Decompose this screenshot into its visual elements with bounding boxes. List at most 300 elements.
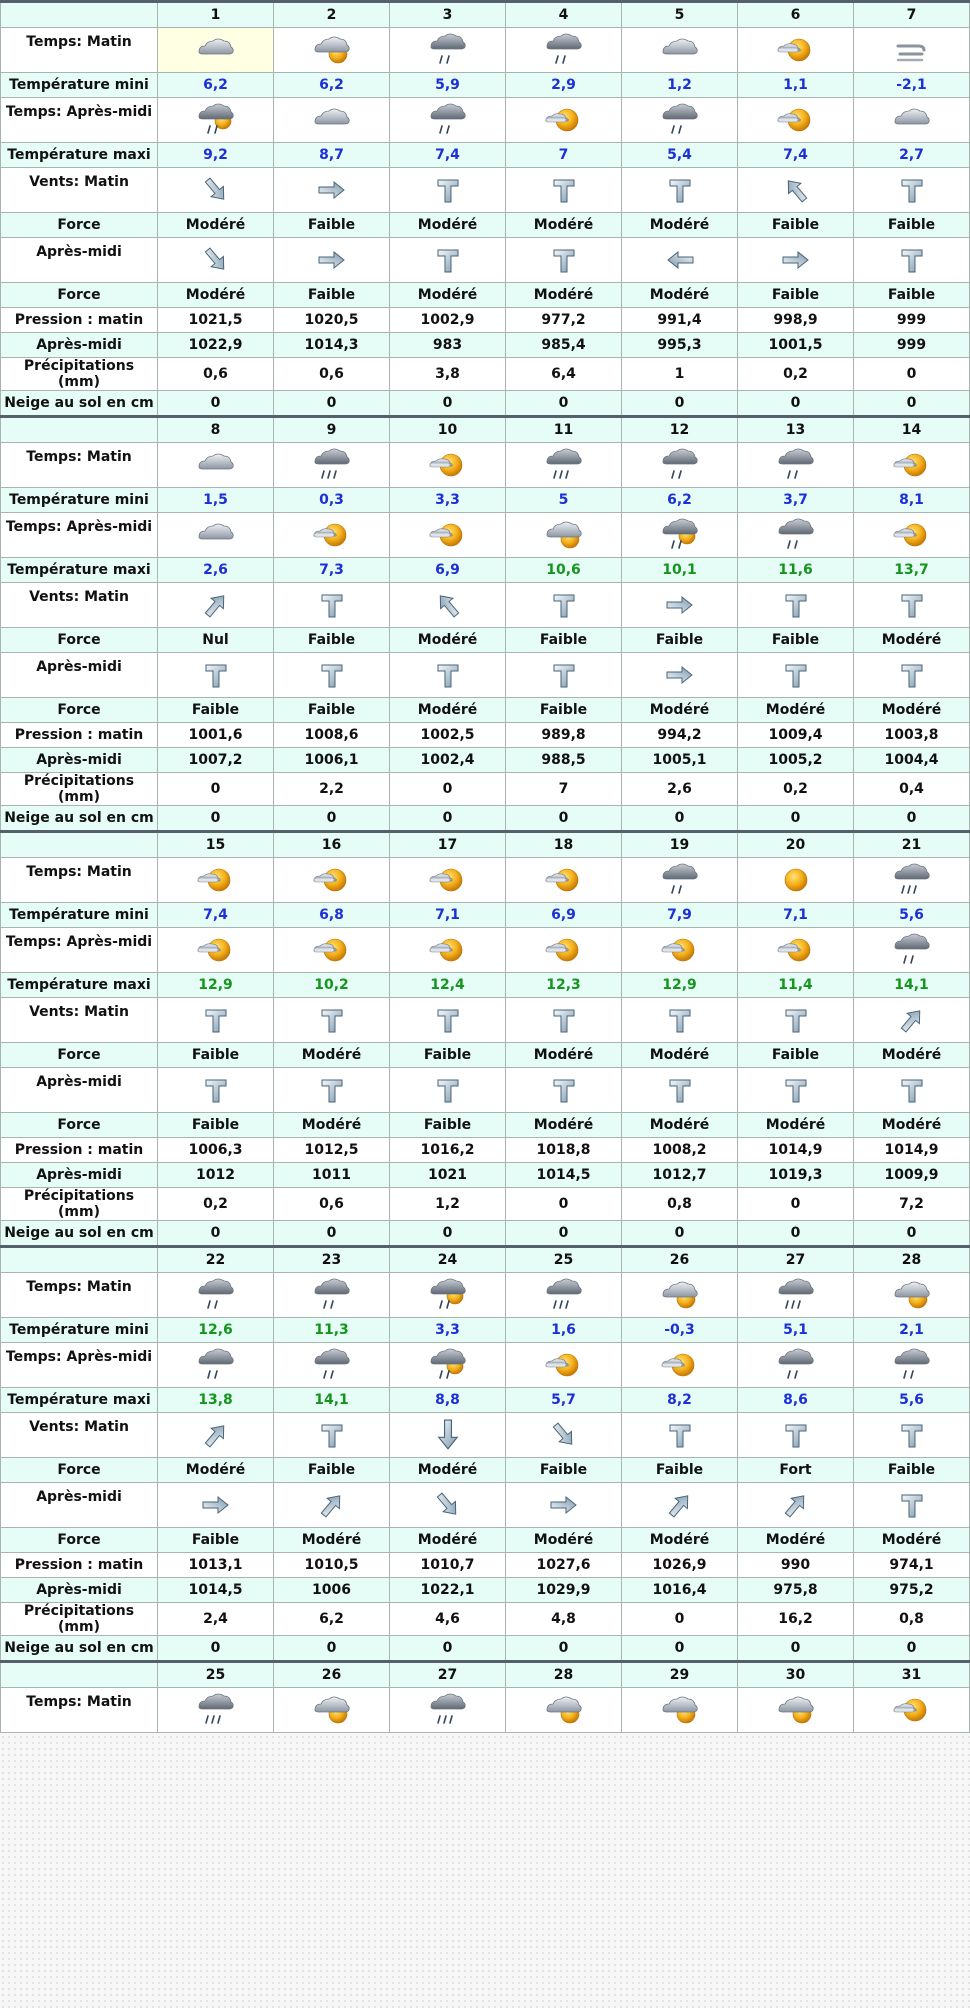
arrow-s-icon — [506, 583, 622, 628]
cell-temp-max: 8,2 — [622, 1388, 738, 1413]
day-header-row — [1, 832, 970, 858]
row-weather-morning — [1, 443, 970, 488]
row-pressure-morning — [1, 1553, 970, 1578]
row-label-empty — [1, 417, 158, 443]
cell-force-morning: Faible — [506, 1458, 622, 1483]
cell-force-afternoon: Modéré — [738, 698, 854, 723]
row-label-snow: Neige au sol en cm — [1, 806, 158, 832]
row-pressure-afternoon — [1, 333, 970, 358]
day-number: 26 — [274, 1662, 390, 1688]
cell-temp-min: 6,9 — [506, 903, 622, 928]
sun-cloud-icon — [158, 858, 274, 903]
cell-force-afternoon: Modéré — [274, 1528, 390, 1553]
row-label-weather-afternoon: Temps: Après-midi — [1, 928, 158, 973]
cell-pressure-afternoon: 975,2 — [854, 1578, 970, 1603]
row-label-temp-min: Température mini — [1, 1318, 158, 1343]
day-header-row — [1, 1662, 970, 1688]
arrow-s-icon — [738, 653, 854, 698]
sun-icon — [738, 858, 854, 903]
day-header-row — [1, 417, 970, 443]
cell-pressure-morning: 1014,9 — [854, 1138, 970, 1163]
cell-temp-min: 1,6 — [506, 1318, 622, 1343]
day-number: 4 — [506, 2, 622, 28]
arrow-e-icon — [274, 168, 390, 213]
cell-pressure-afternoon: 1006 — [274, 1578, 390, 1603]
cell-force-morning: Modéré — [622, 213, 738, 238]
row-label-wind-morning: Vents: Matin — [1, 168, 158, 213]
day-number: 28 — [854, 1247, 970, 1273]
cell-snow: 0 — [854, 1221, 970, 1247]
day-number: 17 — [390, 832, 506, 858]
cell-force-afternoon: Faible — [854, 283, 970, 308]
cell-snow: 0 — [738, 806, 854, 832]
sun-cloud-icon — [738, 28, 854, 73]
cell-snow: 0 — [854, 806, 970, 832]
cell-pressure-morning: 1027,6 — [506, 1553, 622, 1578]
row-force-afternoon — [1, 283, 970, 308]
cell-force-morning: Modéré — [390, 1458, 506, 1483]
row-label-afternoon: Après-midi — [1, 1068, 158, 1113]
cell-pressure-morning: 1018,8 — [506, 1138, 622, 1163]
cell-temp-max: 8,6 — [738, 1388, 854, 1413]
cell-snow: 0 — [390, 806, 506, 832]
cell-force-morning: Faible — [622, 628, 738, 653]
row-label-wind-morning: Vents: Matin — [1, 998, 158, 1043]
row-pressure-morning — [1, 723, 970, 748]
cell-snow: 0 — [506, 806, 622, 832]
cell-temp-max: 12,9 — [622, 973, 738, 998]
row-force-morning — [1, 1043, 970, 1068]
cell-snow: 0 — [622, 1221, 738, 1247]
row-label-empty — [1, 1247, 158, 1273]
row-label-weather-morning: Temps: Matin — [1, 28, 158, 73]
row-label-snow: Neige au sol en cm — [1, 391, 158, 417]
cell-pressure-afternoon: 1019,3 — [738, 1163, 854, 1188]
cell-snow: 0 — [738, 391, 854, 417]
arrow-ne-icon — [854, 998, 970, 1043]
arrow-s-icon — [854, 1483, 970, 1528]
cloud-icon — [274, 98, 390, 143]
heavy-rain-icon — [274, 443, 390, 488]
cell-pressure-morning: 998,9 — [738, 308, 854, 333]
rain-icon — [274, 1343, 390, 1388]
rain-sun-icon — [622, 513, 738, 558]
cell-force-morning: Modéré — [390, 628, 506, 653]
sun-cloud-icon — [506, 98, 622, 143]
cell-force-morning: Faible — [854, 213, 970, 238]
cell-pressure-morning: 991,4 — [622, 308, 738, 333]
row-label-temp-min: Température mini — [1, 903, 158, 928]
sun-cloud-icon — [738, 928, 854, 973]
cell-precip: 0 — [622, 1603, 738, 1636]
cell-temp-min: 3,7 — [738, 488, 854, 513]
cell-force-afternoon: Modéré — [506, 1528, 622, 1553]
cell-temp-min: 2,1 — [854, 1318, 970, 1343]
row-wind-afternoon — [1, 238, 970, 283]
cell-precip: 7,2 — [854, 1188, 970, 1221]
arrow-s-icon — [622, 1413, 738, 1458]
arrow-s-icon — [390, 653, 506, 698]
day-number: 11 — [506, 417, 622, 443]
cell-temp-min: 7,4 — [158, 903, 274, 928]
heavy-rain-icon — [854, 858, 970, 903]
arrow-ne-icon — [738, 1483, 854, 1528]
arrow-s-icon — [274, 1413, 390, 1458]
cell-snow: 0 — [506, 391, 622, 417]
row-weather-afternoon — [1, 513, 970, 558]
cell-snow: 0 — [622, 1636, 738, 1662]
heavy-rain-icon — [506, 1273, 622, 1318]
cell-snow: 0 — [390, 1221, 506, 1247]
rain-icon — [738, 1343, 854, 1388]
arrow-s-icon — [506, 653, 622, 698]
row-pressure-afternoon — [1, 1578, 970, 1603]
rain-icon — [738, 443, 854, 488]
cell-pressure-morning: 999 — [854, 308, 970, 333]
row-wind-afternoon — [1, 653, 970, 698]
cell-pressure-morning: 1001,6 — [158, 723, 274, 748]
row-label-wind-morning: Vents: Matin — [1, 1413, 158, 1458]
cell-force-afternoon: Modéré — [854, 1113, 970, 1138]
arrow-e-icon — [158, 1483, 274, 1528]
cell-temp-max: 5,6 — [854, 1388, 970, 1413]
cell-pressure-afternoon: 1011 — [274, 1163, 390, 1188]
cell-snow: 0 — [390, 391, 506, 417]
arrow-se-icon — [506, 1413, 622, 1458]
arrow-s-icon — [390, 168, 506, 213]
row-force-morning — [1, 1458, 970, 1483]
row-pressure-morning — [1, 1138, 970, 1163]
cell-force-morning: Faible — [854, 1458, 970, 1483]
row-label-afternoon: Après-midi — [1, 1578, 158, 1603]
cell-precip: 0,6 — [274, 358, 390, 391]
cell-force-afternoon: Modéré — [854, 698, 970, 723]
cell-force-afternoon: Modéré — [390, 698, 506, 723]
cell-temp-max: 7,3 — [274, 558, 390, 583]
day-number: 3 — [390, 2, 506, 28]
arrow-s-icon — [854, 583, 970, 628]
cell-force-morning: Modéré — [158, 213, 274, 238]
rain-icon — [506, 28, 622, 73]
sun-cloud-icon — [622, 928, 738, 973]
cell-force-morning: Faible — [158, 1043, 274, 1068]
rain-icon — [854, 1343, 970, 1388]
cell-force-morning: Modéré — [622, 1043, 738, 1068]
cell-pressure-morning: 1008,6 — [274, 723, 390, 748]
cell-precip: 4,6 — [390, 1603, 506, 1636]
heavy-rain-icon — [506, 443, 622, 488]
cell-precip: 3,8 — [390, 358, 506, 391]
rain-icon — [622, 858, 738, 903]
arrow-s-icon — [274, 583, 390, 628]
row-label-afternoon: Après-midi — [1, 333, 158, 358]
arrow-s-icon — [274, 998, 390, 1043]
cell-pressure-morning: 1002,9 — [390, 308, 506, 333]
day-number: 1 — [158, 2, 274, 28]
cell-temp-max: 14,1 — [274, 1388, 390, 1413]
row-weather-afternoon — [1, 1343, 970, 1388]
row-wind-morning — [1, 998, 970, 1043]
cell-snow: 0 — [738, 1221, 854, 1247]
cell-temp-min: 0,3 — [274, 488, 390, 513]
cell-snow: 0 — [622, 391, 738, 417]
day-number: 27 — [738, 1247, 854, 1273]
cloud-icon — [622, 28, 738, 73]
row-wind-morning — [1, 168, 970, 213]
row-weather-afternoon — [1, 98, 970, 143]
row-label-precip: Précipitations (mm) — [1, 773, 158, 806]
rain-icon — [390, 98, 506, 143]
sun-cloud-icon — [506, 928, 622, 973]
arrow-s-icon — [738, 583, 854, 628]
row-temp-max — [1, 143, 970, 168]
cell-precip: 1,2 — [390, 1188, 506, 1221]
cell-force-afternoon: Faible — [158, 698, 274, 723]
arrow-ne-icon — [622, 1483, 738, 1528]
cell-temp-max: 11,4 — [738, 973, 854, 998]
cell-temp-max: 13,8 — [158, 1388, 274, 1413]
cell-force-afternoon: Modéré — [274, 1113, 390, 1138]
row-temp-min — [1, 903, 970, 928]
cell-pressure-afternoon: 1012 — [158, 1163, 274, 1188]
row-label-weather-afternoon: Temps: Après-midi — [1, 513, 158, 558]
row-label-pressure-morning: Pression : matin — [1, 1138, 158, 1163]
arrow-s-icon — [506, 168, 622, 213]
cell-pressure-morning: 1009,4 — [738, 723, 854, 748]
cell-pressure-afternoon: 1001,5 — [738, 333, 854, 358]
row-precip — [1, 358, 970, 391]
cell-pressure-morning: 1006,3 — [158, 1138, 274, 1163]
arrow-s-icon — [738, 1413, 854, 1458]
cell-force-afternoon: Modéré — [622, 1113, 738, 1138]
row-temp-max — [1, 558, 970, 583]
row-label-precip: Précipitations (mm) — [1, 358, 158, 391]
cell-force-afternoon: Modéré — [622, 698, 738, 723]
cell-precip: 1 — [622, 358, 738, 391]
cell-force-morning: Faible — [738, 213, 854, 238]
cell-temp-max: 7 — [506, 143, 622, 168]
row-label-weather-morning: Temps: Matin — [1, 1273, 158, 1318]
day-number: 25 — [506, 1247, 622, 1273]
arrow-ne-icon — [158, 583, 274, 628]
row-label-temp-max: Température maxi — [1, 973, 158, 998]
arrow-s-icon — [854, 1068, 970, 1113]
arrow-s-icon — [158, 653, 274, 698]
sun-cloud-icon — [274, 858, 390, 903]
cell-precip: 2,4 — [158, 1603, 274, 1636]
cell-temp-min: 6,2 — [274, 73, 390, 98]
cell-temp-min: 6,2 — [158, 73, 274, 98]
day-number: 31 — [854, 1662, 970, 1688]
day-number: 22 — [158, 1247, 274, 1273]
cell-pressure-afternoon: 983 — [390, 333, 506, 358]
arrow-s-icon — [622, 1068, 738, 1113]
cell-temp-max: 12,3 — [506, 973, 622, 998]
row-label-snow: Neige au sol en cm — [1, 1221, 158, 1247]
cell-temp-min: -0,3 — [622, 1318, 738, 1343]
arrow-e-icon — [622, 653, 738, 698]
cell-snow: 0 — [390, 1636, 506, 1662]
row-wind-morning — [1, 583, 970, 628]
cell-force-afternoon: Modéré — [158, 283, 274, 308]
day-number: 13 — [738, 417, 854, 443]
row-precip — [1, 1603, 970, 1636]
cell-precip: 6,2 — [274, 1603, 390, 1636]
cloud-icon — [158, 443, 274, 488]
arrow-s-icon — [390, 998, 506, 1043]
row-label-snow: Neige au sol en cm — [1, 1636, 158, 1662]
cell-force-morning: Fort — [738, 1458, 854, 1483]
cell-force-afternoon: Faible — [158, 1113, 274, 1138]
cell-force-morning: Faible — [738, 1043, 854, 1068]
cell-snow: 0 — [622, 806, 738, 832]
cell-snow: 0 — [854, 391, 970, 417]
cloud-sun-icon — [506, 513, 622, 558]
arrow-w-icon — [622, 238, 738, 283]
cell-pressure-afternoon: 995,3 — [622, 333, 738, 358]
row-temp-max — [1, 1388, 970, 1413]
cell-precip: 0,8 — [622, 1188, 738, 1221]
cell-pressure-morning: 1016,2 — [390, 1138, 506, 1163]
cell-force-afternoon: Faible — [390, 1113, 506, 1138]
sun-cloud-icon — [854, 443, 970, 488]
cell-temp-max: 10,6 — [506, 558, 622, 583]
sun-cloud-icon — [274, 513, 390, 558]
cell-force-morning: Modéré — [506, 1043, 622, 1068]
cell-temp-min: 8,1 — [854, 488, 970, 513]
row-snow — [1, 1636, 970, 1662]
sun-cloud-icon — [506, 1343, 622, 1388]
cell-precip: 16,2 — [738, 1603, 854, 1636]
cell-snow: 0 — [506, 1221, 622, 1247]
cloud-sun-icon — [274, 28, 390, 73]
day-number: 24 — [390, 1247, 506, 1273]
cell-pressure-afternoon: 985,4 — [506, 333, 622, 358]
cell-pressure-afternoon: 1009,9 — [854, 1163, 970, 1188]
sun-cloud-icon — [854, 1688, 970, 1733]
cell-precip: 0,6 — [274, 1188, 390, 1221]
cell-pressure-afternoon: 1005,2 — [738, 748, 854, 773]
cell-temp-max: 12,4 — [390, 973, 506, 998]
row-label-temp-min: Température mini — [1, 73, 158, 98]
cell-temp-max: 11,6 — [738, 558, 854, 583]
arrow-e-icon — [622, 583, 738, 628]
rain-sun-icon — [390, 1273, 506, 1318]
day-header-row — [1, 2, 970, 28]
cloud-icon — [854, 98, 970, 143]
cell-temp-min: 7,1 — [738, 903, 854, 928]
heavy-rain-icon — [738, 1273, 854, 1318]
arrow-ne-icon — [274, 1483, 390, 1528]
arrow-se-icon — [390, 1483, 506, 1528]
cell-pressure-morning: 1026,9 — [622, 1553, 738, 1578]
row-pressure-morning — [1, 308, 970, 333]
cloud-sun-icon — [622, 1688, 738, 1733]
cell-pressure-morning: 990 — [738, 1553, 854, 1578]
cell-precip: 0 — [738, 1188, 854, 1221]
rain-icon — [622, 98, 738, 143]
cell-pressure-afternoon: 1007,2 — [158, 748, 274, 773]
rain-icon — [390, 28, 506, 73]
cell-pressure-afternoon: 1005,1 — [622, 748, 738, 773]
row-precip — [1, 1188, 970, 1221]
row-label-wind-morning: Vents: Matin — [1, 583, 158, 628]
day-number: 6 — [738, 2, 854, 28]
day-number: 7 — [854, 2, 970, 28]
row-label-precip: Précipitations (mm) — [1, 1603, 158, 1636]
row-temp-min — [1, 73, 970, 98]
day-number: 23 — [274, 1247, 390, 1273]
cell-force-morning: Faible — [506, 628, 622, 653]
cell-force-morning: Nul — [158, 628, 274, 653]
sun-cloud-icon — [390, 858, 506, 903]
sun-cloud-icon — [390, 513, 506, 558]
row-label-weather-morning: Temps: Matin — [1, 1688, 158, 1733]
cloud-sun-icon — [506, 1688, 622, 1733]
row-temp-min — [1, 1318, 970, 1343]
day-number: 14 — [854, 417, 970, 443]
heavy-rain-icon — [158, 1688, 274, 1733]
cell-pressure-morning: 1003,8 — [854, 723, 970, 748]
cell-pressure-morning: 994,2 — [622, 723, 738, 748]
cell-temp-max: 5,7 — [506, 1388, 622, 1413]
cell-pressure-afternoon: 1022,1 — [390, 1578, 506, 1603]
arrow-se-icon — [158, 238, 274, 283]
cell-pressure-morning: 1013,1 — [158, 1553, 274, 1578]
cell-force-afternoon: Faible — [158, 1528, 274, 1553]
arrow-s-icon — [274, 1068, 390, 1113]
cell-temp-min: 6,8 — [274, 903, 390, 928]
row-pressure-afternoon — [1, 748, 970, 773]
cell-temp-min: 6,2 — [622, 488, 738, 513]
day-number: 18 — [506, 832, 622, 858]
cell-precip: 0 — [854, 358, 970, 391]
arrow-s-icon — [158, 1068, 274, 1113]
cell-snow: 0 — [158, 806, 274, 832]
row-label-force: Force — [1, 628, 158, 653]
row-label-force: Force — [1, 213, 158, 238]
rain-sun-icon — [158, 98, 274, 143]
cell-pressure-afternoon: 1016,4 — [622, 1578, 738, 1603]
row-temp-min — [1, 488, 970, 513]
cloud-sun-icon — [854, 1273, 970, 1318]
cell-pressure-afternoon: 1022,9 — [158, 333, 274, 358]
arrow-s-icon — [158, 998, 274, 1043]
row-label-precip: Précipitations (mm) — [1, 1188, 158, 1221]
arrow-ne-icon — [158, 1413, 274, 1458]
arrow-s-icon — [854, 168, 970, 213]
day-number: 10 — [390, 417, 506, 443]
arrow-se-icon — [158, 168, 274, 213]
cell-snow: 0 — [158, 1221, 274, 1247]
arrow-s-icon — [274, 653, 390, 698]
day-number: 16 — [274, 832, 390, 858]
cell-force-morning: Modéré — [390, 213, 506, 238]
cell-temp-max: 2,7 — [854, 143, 970, 168]
cell-pressure-afternoon: 988,5 — [506, 748, 622, 773]
row-precip — [1, 773, 970, 806]
row-weather-morning — [1, 1273, 970, 1318]
cell-temp-min: 1,2 — [622, 73, 738, 98]
cell-precip: 0 — [506, 1188, 622, 1221]
row-wind-morning — [1, 1413, 970, 1458]
row-label-weather-afternoon: Temps: Après-midi — [1, 98, 158, 143]
cell-force-afternoon: Modéré — [506, 1113, 622, 1138]
row-wind-afternoon — [1, 1068, 970, 1113]
sun-cloud-icon — [390, 443, 506, 488]
cell-force-afternoon: Modéré — [390, 283, 506, 308]
row-label-force: Force — [1, 1113, 158, 1138]
